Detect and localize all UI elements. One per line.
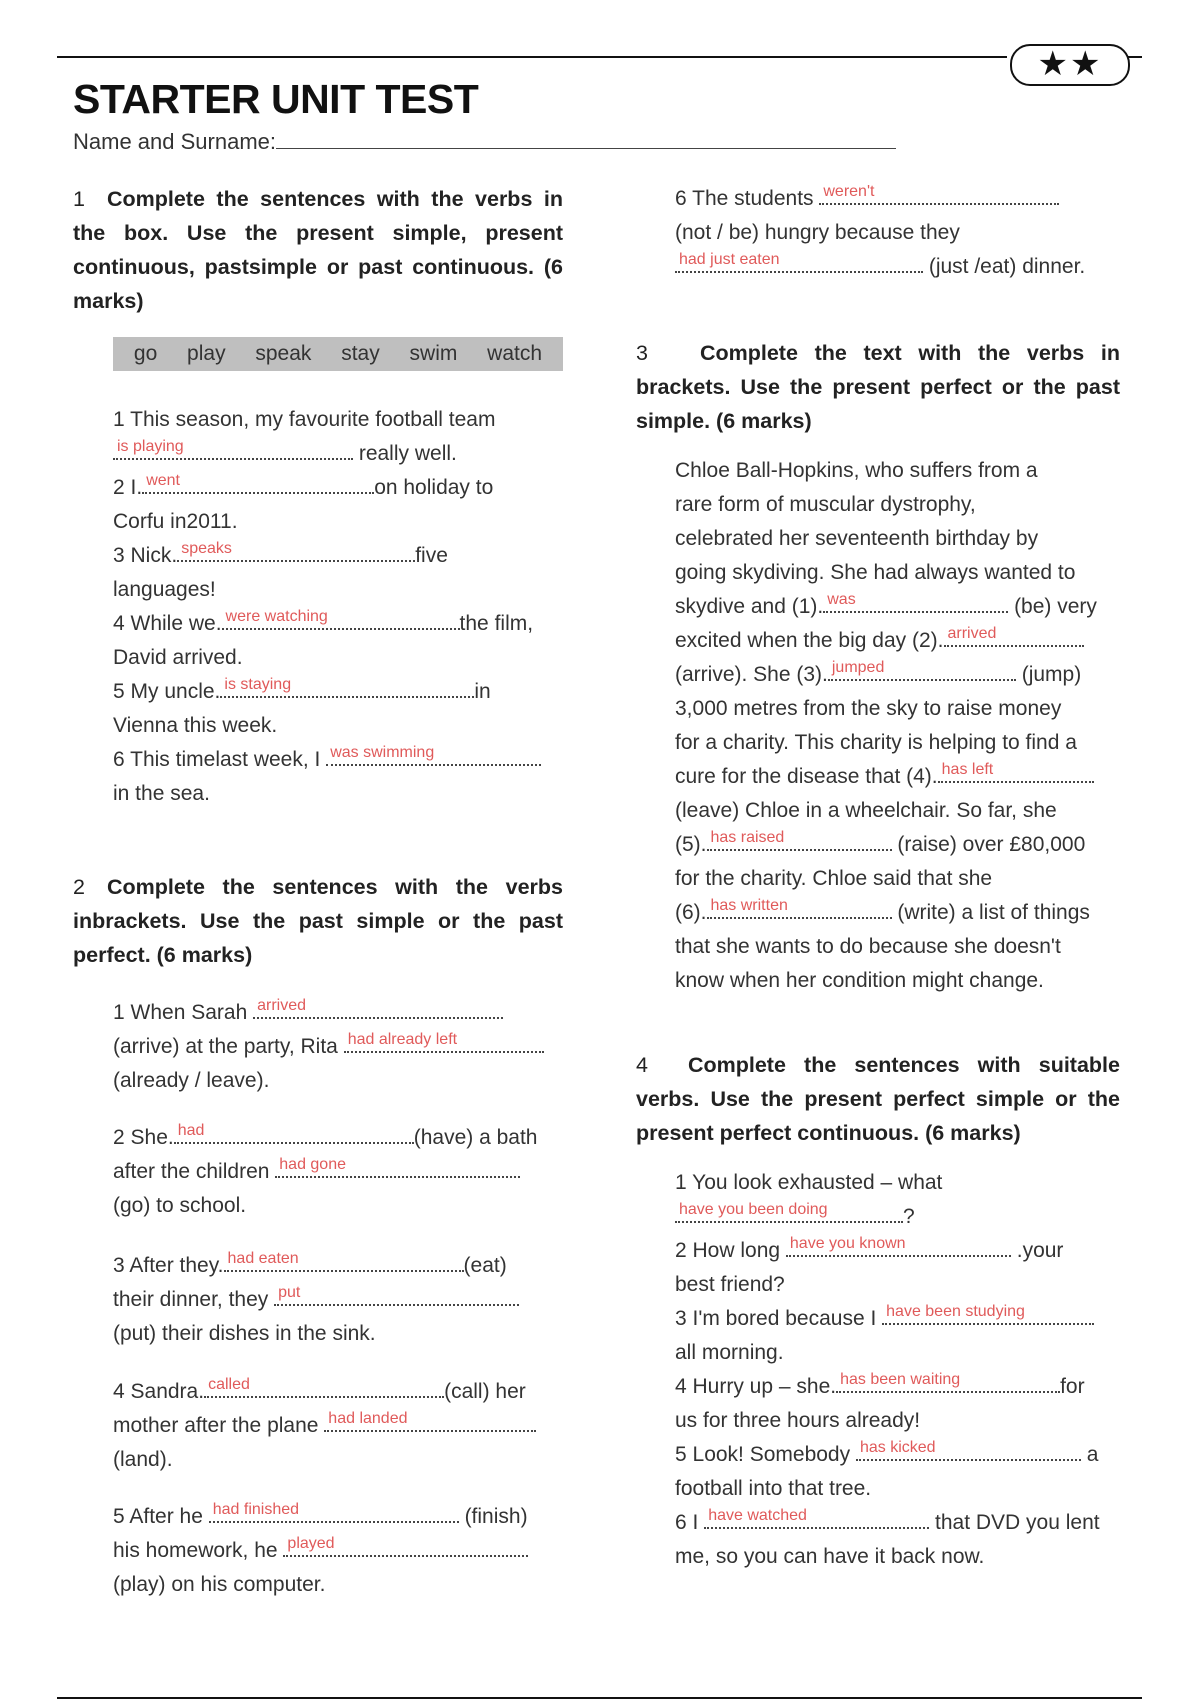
answer-blank[interactable]: were watching [222,610,460,630]
answer-blank[interactable]: is staying [220,678,474,698]
answer-blank[interactable]: has written [707,899,892,919]
exercise-2-heading: 2 Complete the sentences with the verbs inbrackets. Use the past simple or the past perfect. (6 marks) [73,875,563,967]
exercise-4-heading: 4 Complete the sentences with suitable verbs. Use the present perfect simple or the present perfect continuous. (6 marks) [636,1053,1120,1145]
answer-blank[interactable]: went [142,474,374,494]
answer-blank[interactable]: is playing [113,440,353,460]
answer-blank[interactable]: jumped [828,661,1016,681]
name-blank-line[interactable] [276,128,896,149]
answer-blank[interactable]: had just eaten [675,253,923,273]
answer-blank[interactable]: called [204,1378,444,1398]
exercise-4-items: 1 You look exhausted – what have you been doing ? 2 How long have you known .your best friend? 3 I'm bored because I have been studying all morning. 4 Hurry up – she. has been waiting for us for three hours already! 5 Look! Somebody has kicked a football into that tree. 6 I have watched that DVD you lent me, so you can have it back now. [675,1171,1100,1568]
answer-blank[interactable]: have watched [704,1509,929,1529]
answer-blank[interactable]: was swimming [326,746,541,766]
answer-blank[interactable]: played [283,1537,528,1557]
exercise-1-heading: 1 Complete the sentences with the verbs in the box. Use the present simple, present continuous, pastsimple or past continuous. (6 marks) [73,187,563,313]
answer-blank[interactable]: had gone [275,1158,520,1178]
name-field [73,128,896,155]
exercise-3-heading: 3 Complete the text with the verbs in brackets. Use the present perfect or the past simple. (6 marks) [636,341,1120,433]
ex1-item-6: 6 This timelast week, I was swimming [113,743,541,777]
answer-blank[interactable]: had landed [324,1412,536,1432]
word-box-item: go [133,342,158,365]
answer-blank[interactable]: has raised [707,831,892,851]
answer-blank[interactable]: have been studying [882,1305,1094,1325]
answer-blank[interactable]: put [274,1286,519,1306]
name-label: Name and Surname: [73,129,276,154]
ex1-item-4: 4 While we. were watching the film, [113,608,534,635]
answer-blank[interactable]: arrived [944,627,1084,647]
word-box-item: stay [341,342,380,365]
bottom-rule [57,1697,1142,1699]
answer-blank[interactable]: had [174,1124,414,1144]
word-box [113,337,563,371]
exercise-2-items: 1 When Sarah arrived (arrive) at the party, Rita had already left (already / leave). [113,996,544,1098]
answer-blank[interactable]: weren't [819,185,1059,205]
ex1-item-1: 1 This season, my favourite football team [113,408,496,431]
difficulty-stars: ★★ [1010,44,1130,86]
page-title: STARTER UNIT TEST [73,76,479,122]
answer-blank[interactable]: has kicked [856,1441,1081,1461]
word-box-item: swim [409,342,458,365]
answer-blank[interactable]: has left [938,763,1094,783]
answer-blank[interactable]: had already left [344,1033,544,1053]
answer-blank[interactable]: was [823,593,1008,613]
top-rule-end [1128,56,1142,58]
answer-blank[interactable]: had finished [209,1503,459,1523]
ex1-item-5: 5 My uncle. is staying in [113,676,491,703]
word-box-item: watch [487,342,543,365]
ex1-item-2: 2 I. went on holiday to [113,472,494,499]
answer-blank[interactable]: have you known [786,1237,1011,1257]
answer-blank[interactable]: has been waiting [836,1373,1060,1393]
exercise-1-items: 1 This season, my favourite football team is playing really well. 2 I. went on holiday to Corfu in2011. 3 Nick. speaks five languages! 4 While we. were watching the film, David arrived. 5 My uncle. is staying in Vienna this week. 6 This timelast week, I was swimming in the sea. [113,403,541,811]
ex1-item-3: 3 Nick. speaks five [113,540,448,567]
exercise-3-text: Chloe Ball-Hopkins, who suffers from a rare form of muscular dystrophy, celebrated her seventeenth birthday by going skydiving. She had always wanted to skydive and (1). was (be) very excited when the big day (2). arrived (arrive). She (3). jumped (jump) 3,000 metres from the sky to raise money for a charity. This charity is helping to find a cure for the disease that (4). has left (leave) Chloe in a wheelchair. So far, she (5). has raised (raise) over £80,000 for the charity. Chloe said that she (6). has written (write) a list of things that she wants to do because she doesn't know when her condition might change. [675,459,1097,992]
answer-blank[interactable]: speaks [177,542,415,562]
top-rule [57,56,1007,58]
answer-blank[interactable]: arrived [253,999,503,1019]
exercise-2-item-6: 6 The students weren't (not / be) hungry because they had just eaten (just /eat) dinner. [675,183,1086,278]
answer-blank[interactable]: had eaten [224,1252,464,1272]
word-box-item: play [187,342,226,365]
answer-blank[interactable]: have you been doing [675,1203,903,1223]
word-box-item: speak [255,342,312,365]
